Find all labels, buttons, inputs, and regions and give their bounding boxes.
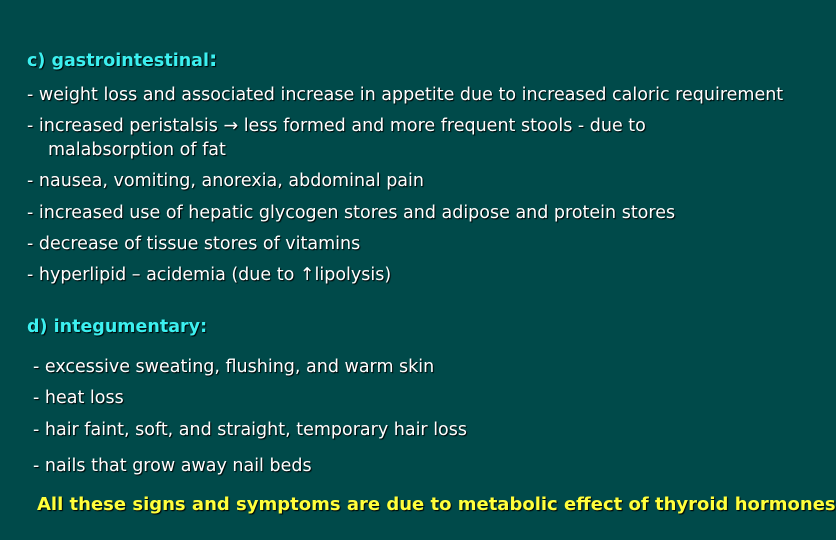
gi-item-vitamins: - decrease of tissue stores of vitamins [27, 234, 361, 254]
gi-item-glycogen: - increased use of hepatic glycogen stores and adipose and protein stores [27, 203, 676, 223]
gastrointestinal-heading-colon: : [208, 47, 218, 71]
integ-item-sweating: - excessive sweating, flushing, and warm skin [33, 357, 435, 377]
gi-item-peristalsis-continued: malabsorption of fat [48, 140, 226, 160]
gi-item-hyperlipid: - hyperlipid – acidemia (due to ↑lipolysis) [27, 265, 392, 285]
summary-footer: All these signs and symptoms are due to metabolic effect of thyroid hormones [37, 494, 836, 515]
integumentary-heading: d) integumentary: [27, 317, 208, 337]
gastrointestinal-heading [27, 48, 217, 72]
gi-item-nausea: - nausea, vomiting, anorexia, abdominal pain [27, 171, 424, 191]
integ-item-hair: - hair faint, soft, and straight, temporary hair loss [33, 420, 467, 440]
gi-item-weight-loss: - weight loss and associated increase in appetite due to increased caloric requirement [27, 85, 784, 105]
gastrointestinal-heading-text: c) gastrointestinal [27, 51, 209, 71]
gi-item-peristalsis: - increased peristalsis → less formed and more frequent stools - due to [27, 116, 646, 136]
integ-item-heat-loss: - heat loss [33, 388, 124, 408]
integ-item-nails: - nails that grow away nail beds [33, 456, 312, 476]
